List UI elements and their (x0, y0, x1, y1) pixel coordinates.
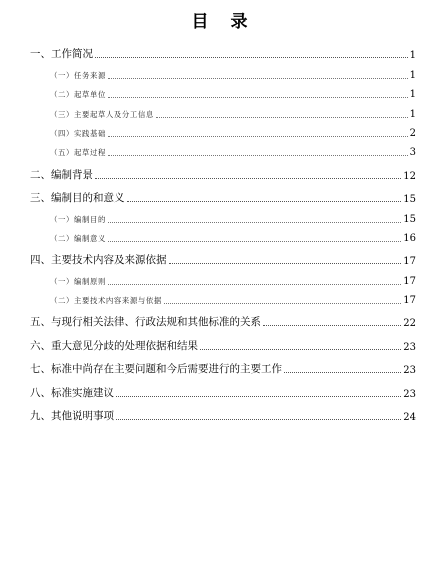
toc-entry-page: 1 (409, 108, 416, 120)
toc-entry-label: （二）主要技术内容来源与依据 (50, 296, 162, 306)
toc-entry-page: 1 (409, 50, 416, 62)
toc-entry-page: 23 (403, 341, 416, 353)
table-of-contents (30, 38, 416, 423)
toc-entry-page: 17 (403, 275, 416, 287)
leader-dots (263, 325, 401, 326)
toc-entry-page: 1 (409, 89, 416, 101)
toc-entry-label: 三、编制目的和意义 (30, 192, 125, 205)
leader-dots (108, 97, 408, 98)
toc-entry[interactable] (30, 225, 416, 244)
toc-entry-page: 23 (403, 388, 416, 400)
toc-entry[interactable] (30, 353, 416, 376)
toc-entry[interactable] (30, 139, 416, 158)
toc-entry-label: 一、工作简况 (30, 48, 93, 61)
toc-entry[interactable] (30, 182, 416, 205)
leader-dots (108, 241, 401, 242)
toc-entry-label: （二）起草单位 (50, 90, 106, 100)
leader-dots (116, 396, 401, 397)
leader-dots (116, 419, 401, 420)
toc-entry[interactable] (30, 244, 416, 267)
toc-entry[interactable] (30, 38, 416, 61)
toc-entry-label: （三）主要起草人及分工信息 (50, 109, 154, 119)
toc-entry[interactable] (30, 287, 416, 306)
toc-entry-label: 八、标准实施建议 (30, 386, 114, 399)
toc-entry-label: 七、标准中尚存在主要问题和今后需要进行的主要工作 (30, 363, 282, 376)
toc-entry[interactable] (30, 329, 416, 352)
toc-entry-page: 15 (403, 213, 416, 225)
toc-entry-page: 24 (403, 412, 416, 424)
toc-entry-page: 23 (403, 365, 416, 377)
leader-dots (108, 222, 401, 223)
leader-dots (156, 117, 408, 118)
leader-dots (164, 303, 401, 304)
toc-entry-page: 16 (403, 232, 416, 244)
leader-dots (95, 178, 401, 179)
page-title: 目 录 (191, 12, 256, 32)
toc-entry-page: 3 (409, 147, 416, 159)
toc-entry[interactable] (30, 306, 416, 329)
toc-entry-page: 12 (403, 170, 416, 182)
toc-entry[interactable] (30, 158, 416, 181)
toc-entry-label: 五、与现行相关法律、行政法规和其他标准的关系 (30, 316, 261, 329)
toc-entry-label: 二、编制背景 (30, 168, 93, 181)
toc-entry[interactable] (30, 61, 416, 80)
toc-entry[interactable] (30, 205, 416, 224)
toc-entry-label: （一）编制原则 (50, 276, 106, 286)
toc-entry-label: （四）实践基础 (50, 128, 106, 138)
leader-dots (200, 349, 401, 350)
toc-entry-label: 四、主要技术内容及来源依据 (30, 254, 167, 267)
toc-entry-label: 九、其他说明事项 (30, 410, 114, 423)
toc-entry-page: 17 (403, 295, 416, 307)
leader-dots (108, 78, 408, 79)
toc-entry[interactable] (30, 267, 416, 286)
toc-entry-page: 17 (403, 256, 416, 268)
toc-entry-label: 六、重大意见分歧的处理依据和结果 (30, 339, 198, 352)
toc-entry-page: 1 (409, 69, 416, 81)
toc-entry-label: （五）起草过程 (50, 148, 106, 158)
leader-dots (284, 372, 401, 373)
toc-entry-page: 22 (403, 318, 416, 330)
leader-dots (108, 284, 401, 285)
toc-entry-label: （一）编制目的 (50, 214, 106, 224)
leader-dots (127, 201, 402, 202)
toc-entry-page: 15 (403, 194, 416, 206)
toc-entry-label: （二）编制意义 (50, 233, 106, 243)
toc-entry[interactable] (30, 376, 416, 399)
toc-entry[interactable] (30, 400, 416, 423)
leader-dots (108, 155, 408, 156)
leader-dots (95, 57, 408, 58)
toc-entry[interactable] (30, 81, 416, 100)
toc-entry-label: （一）任务来源 (50, 70, 106, 80)
toc-entry-page: 2 (409, 127, 416, 139)
leader-dots (169, 263, 402, 264)
leader-dots (108, 136, 408, 137)
toc-entry[interactable] (30, 100, 416, 119)
toc-entry[interactable] (30, 120, 416, 139)
